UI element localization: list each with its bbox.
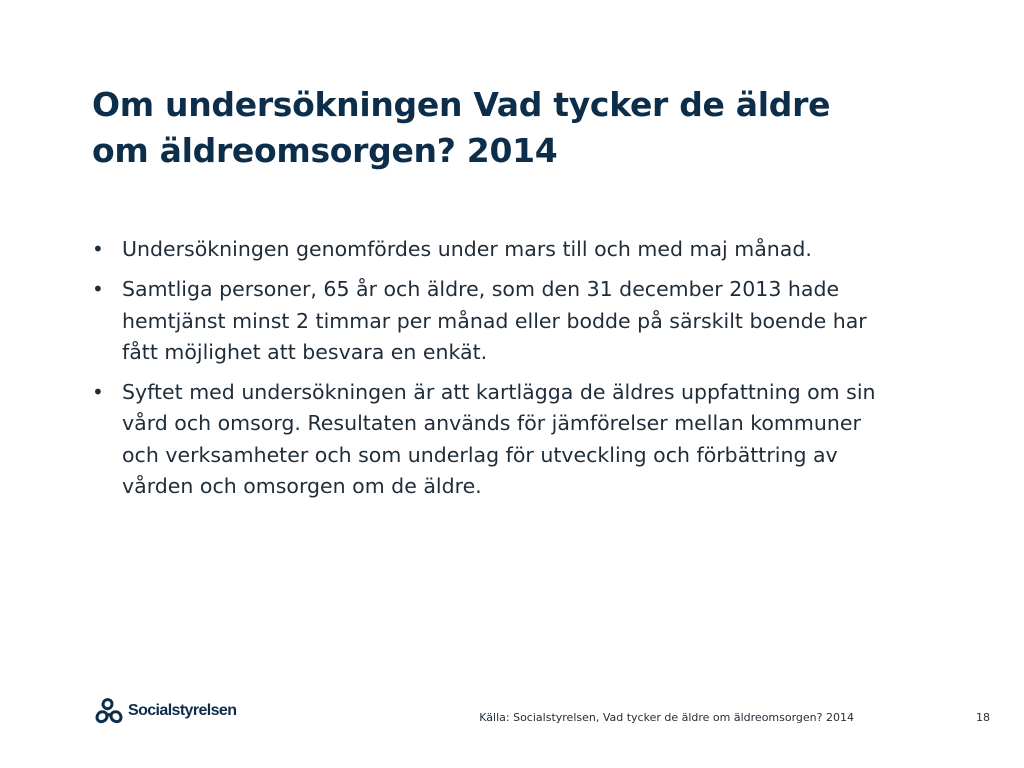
- footer-source: Källa: Socialstyrelsen, Vad tycker de äldre om äldreomsorgen? 2014: [479, 711, 854, 724]
- bullet-marker: •: [92, 380, 104, 405]
- bullet-marker: •: [92, 237, 104, 261]
- bullet-text: Undersökningen genomfördes under mars till och med maj månad.: [122, 237, 812, 261]
- bullet-marker: •: [92, 277, 104, 302]
- page-number: 18: [976, 711, 990, 724]
- bullet-item: [92, 377, 882, 502]
- bullet-list: [92, 234, 882, 511]
- slide-title: Om undersökningen Vad tycker de äldre om äldreomsorgen? 2014: [92, 85, 831, 170]
- bullet-item: [92, 274, 882, 368]
- bullet-item: [92, 234, 882, 265]
- bullet-text: Samtliga personer, 65 år och äldre, som den 31 december 2013 hade hemtjänst minst 2 timmar per månad eller bodde på särskilt boende har fått möjlighet att besvara en enkät.: [122, 277, 867, 364]
- socialstyrelsen-logo: [92, 694, 236, 728]
- logo-text: Socialstyrelsen: [128, 702, 237, 719]
- bullet-text: Syftet med undersökningen är att kartlägga de äldres uppfattning om sin vård och omsorg. Resultaten används för jämförelser mellan kommuner och verksamheter och som underlag för utveckling och förbättring av vården och omsorgen om de äldre.: [122, 380, 876, 499]
- socialstyrelsen-logo-icon: [92, 694, 126, 728]
